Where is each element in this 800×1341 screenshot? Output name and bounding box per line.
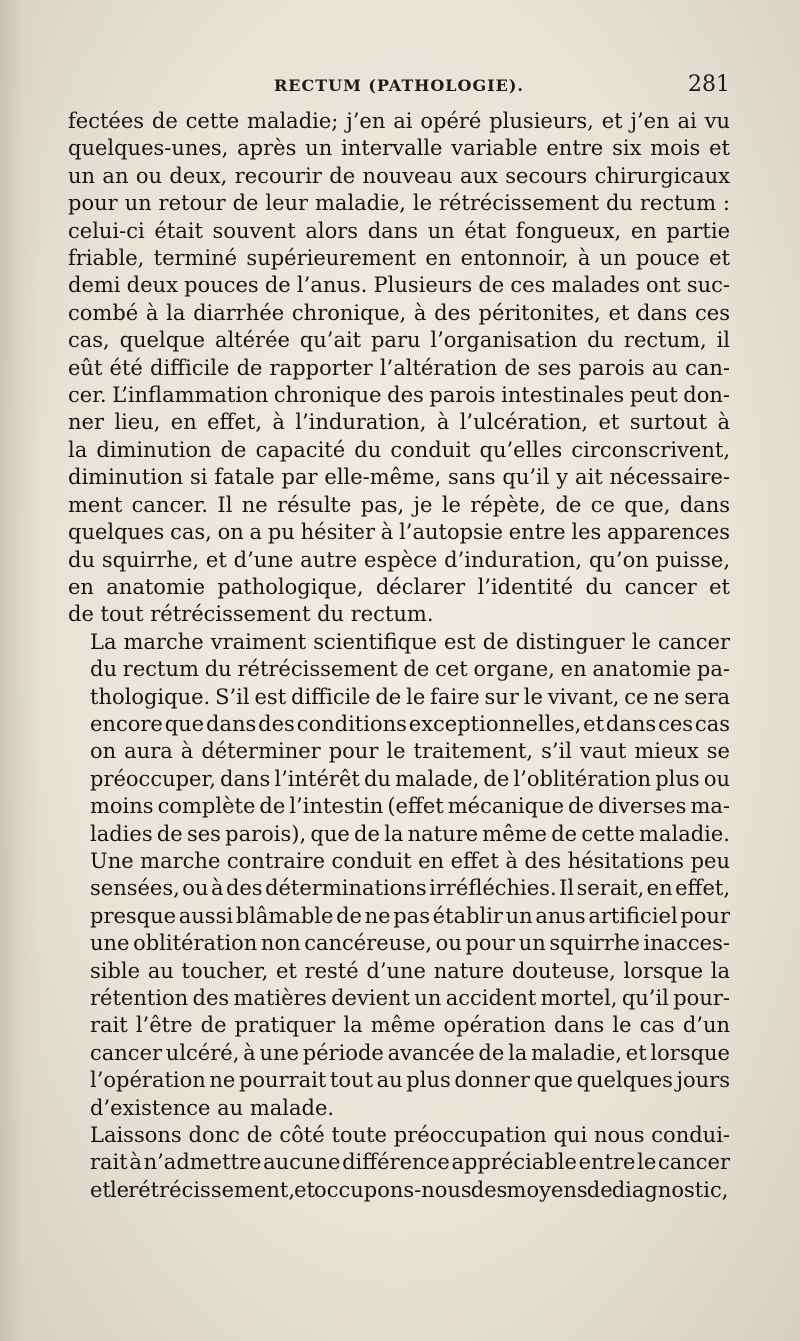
text-line: du rectum du rétrécissement de cet organe, en anatomie pa- (90, 657, 730, 682)
text-line: quelques-unes, après un intervalle variable entre six mois et (68, 136, 730, 161)
text-line: du squirrhe, et d’une autre espèce d’induration, qu’on puisse, (68, 547, 730, 572)
text-line: cas, quelque altérée qu’ait paru l’organisation du rectum, il (68, 328, 730, 353)
text-line: demi deux pouces de l’anus. Plusieurs de ces malades ont suc- (68, 273, 730, 298)
text-line: rétention des matières devient un accident mortel, qu’il pour- (90, 986, 730, 1010)
running-title: RECTUM (PATHOLOGIE). (274, 76, 524, 95)
text-line: cer. L’inflammation chronique des parois intestinales peut don- (68, 383, 730, 408)
text-line: quelques cas, on a pu hésiter à l’autopsie entre les apparences (68, 520, 730, 545)
page-header (68, 72, 730, 102)
text-line: thologique. S’il est difficile de le faire sur le vivant, ce ne sera (90, 684, 730, 709)
text-line: combé à la diarrhée chronique, à des péritonites, et dans ces (68, 300, 730, 325)
text-line: friable, terminé supérieurement en entonnoir, à un pouce et (68, 246, 730, 271)
paragraph-3 (68, 1122, 730, 1204)
text-line: l’opération ne pourrait tout au plus donner que quelques jours (90, 1068, 730, 1093)
text-line: sensées, ou à des déterminations irréfléchies. Il serait, en effet, (90, 876, 730, 901)
text-line: rait à n’admettre aucune différence appréciable entre le cancer (90, 1150, 730, 1175)
body-text (68, 108, 730, 1204)
text-line: eût été difficile de rapporter l’altération de ses parois au can- (68, 355, 730, 380)
text-line: Une marche contraire conduit en effet à des hésitations peu (90, 848, 730, 873)
text-line: ment cancer. Il ne résulte pas, je le répète, de ce que, dans (68, 492, 730, 517)
paragraph-1 (68, 108, 730, 629)
text-line: de tout rétrécissement du rectum. (68, 602, 434, 627)
page-number: 281 (688, 72, 730, 97)
text-line: encore que dans des conditions exceptionnelles, et dans ces cas (90, 711, 730, 736)
text-line: cancer ulcéré, à une période avancée de la maladie, et lorsque (90, 1040, 730, 1065)
text-line: un an ou deux, recourir de nouveau aux secours chirurgicaux (68, 163, 730, 188)
text-line: sible au toucher, et resté d’une nature douteuse, lorsque la (90, 958, 730, 983)
text-line: celui-ci était souvent alors dans un état fongueux, en partie (68, 218, 730, 243)
text-line: ner lieu, en effet, à l’induration, à l’ulcération, et surtout à (68, 410, 730, 435)
text-line: Laissons donc de côté toute préoccupation qui nous condui- (90, 1123, 730, 1148)
text-line: une oblitération non cancéreuse, ou pour un squirrhe inacces- (90, 931, 730, 956)
text-line: la diminution de capacité du conduit qu’elles circonscrivent, (68, 437, 730, 462)
text-line: on aura à déterminer pour le traitement, s’il vaut mieux se (90, 739, 730, 764)
text-line: rait l’être de pratiquer la même opération dans le cas d’un (90, 1013, 730, 1038)
text-line: La marche vraiment scientifique est de distinguer le cancer (90, 629, 730, 654)
text-line: pour un retour de leur maladie, le rétrécissement du rectum : (68, 191, 730, 216)
text-line: et le rétrécissement, et occupons-nous des moyens de diagnostic, (90, 1177, 729, 1202)
text-line: presque aussi blâmable de ne pas établir un anus artificiel pour (90, 903, 730, 928)
binding-shadow (0, 0, 42, 1341)
paragraph-2 (68, 629, 730, 1122)
text-line: fectées de cette maladie; j’en ai opéré plusieurs, et j’en ai vu (68, 109, 730, 133)
text-line: ladies de ses parois), que de la nature même de cette maladie. (90, 821, 730, 846)
text-line: diminution si fatale par elle-même, sans qu’il y ait nécessaire- (68, 465, 730, 490)
text-line: moins complète de l’intestin (effet mécanique de diverses ma- (90, 794, 730, 819)
text-line: en anatomie pathologique, déclarer l’identité du cancer et (68, 574, 730, 599)
text-line: d’existence au malade. (90, 1095, 335, 1120)
text-line: préoccuper, dans l’intérêt du malade, de l’oblitération plus ou (90, 766, 730, 791)
